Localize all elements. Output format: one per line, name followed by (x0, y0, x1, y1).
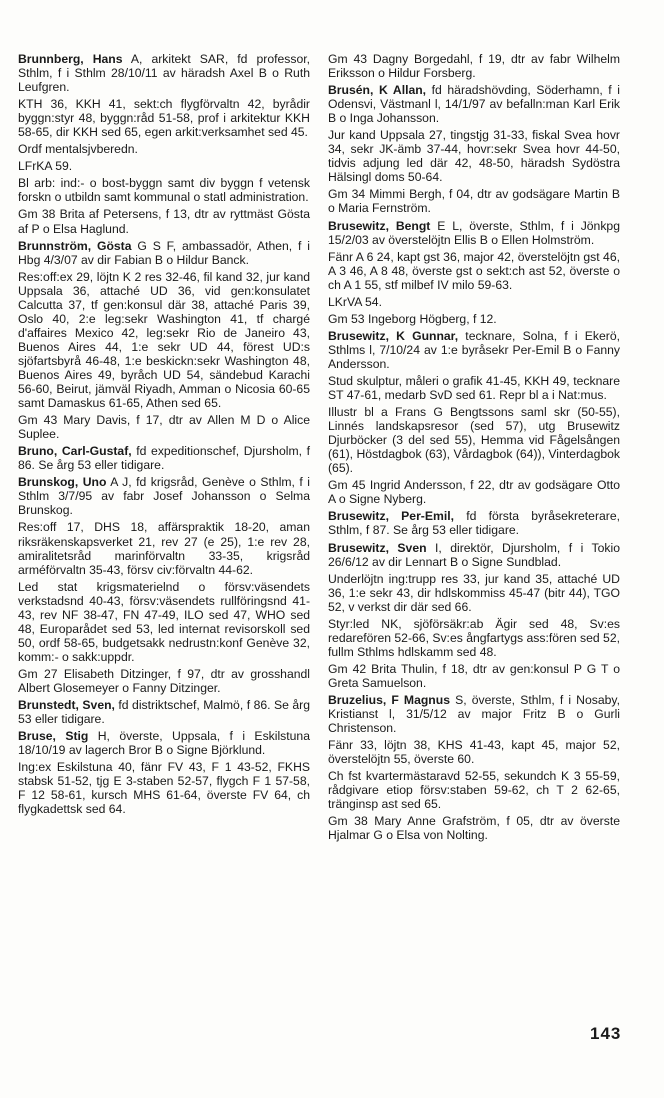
entry-text: Stud skulptur, måleri o grafik 41-45, KKH 49, tecknare ST 47-61, medarb SvD sed 61. Repr bl a i Nat:mus. (328, 373, 620, 403)
biography-paragraph (328, 187, 620, 215)
biography-entry (328, 541, 620, 569)
biography-paragraph (328, 572, 620, 614)
entry-text: tecknare, Solna, f i Ekerö, Sthlms l, 7/10/24 av 1:e byråsekr Per-Emil B o Fanny Andersson. (328, 328, 620, 371)
biography-paragraph (328, 478, 620, 506)
left-column (18, 52, 310, 819)
biography-entry (18, 729, 310, 757)
entry-name: Bruno, Carl-Gustaf, (18, 444, 132, 459)
biography-paragraph (18, 142, 310, 156)
biography-entry (328, 693, 620, 735)
entry-text: Res:off 17, DHS 18, affärspraktik 18-20, aman riksräkenskapsverket 21, rev 27 (e 25), 1:e rev 28, amiralitetsråd marinförvaltn 33-35, krigsråd arméförvaltn 35-43, försv civ:förvaltn 44-62. (18, 520, 310, 577)
entry-text: Gm 42 Brita Thulin, f 18, dtr av gen:konsul P G T o Greta Samuelson. (328, 661, 620, 690)
biography-paragraph (328, 250, 620, 292)
biography-entry (18, 698, 310, 726)
entry-text: H, överste, Uppsala, f i Eskilstuna 18/10/19 av lagerch Bror B o Signe Björklund. (18, 729, 310, 758)
biography-paragraph (18, 207, 310, 235)
biography-paragraph (328, 405, 620, 475)
entry-name: Brusewitz, Bengt (328, 218, 431, 233)
biography-paragraph (18, 580, 310, 664)
entry-text: Gm 34 Mimmi Bergh, f 04, dtr av godsägare Martin B o Maria Fernström. (328, 187, 620, 216)
entry-text: Fänr A 6 24, kapt gst 36, major 42, överstelöjtn gst 46, A 3 46, A 8 48, överste gst o sekt:ch ast 52, överste o ch A 1 55, stf milbef IV milo 59-63. (328, 249, 620, 292)
biography-entry (18, 475, 310, 517)
entry-name: Brusewitz, Sven (328, 540, 427, 555)
entry-text: Gm 45 Ingrid Andersson, f 22, dtr av godsägare Otto A o Signe Nyberg. (328, 478, 620, 507)
biography-entry (18, 52, 310, 94)
biography-entry (328, 83, 620, 125)
biography-entry (18, 444, 310, 472)
biography-paragraph (328, 295, 620, 309)
entry-text: Gm 38 Mary Anne Grafström, f 05, dtr av överste Hjalmar G o Elsa von Nolting. (328, 814, 620, 843)
biography-paragraph (18, 97, 310, 139)
biography-paragraph (328, 738, 620, 766)
entry-text: fd distriktschef, Malmö, f 86. Se årg 53 eller tidigare. (18, 698, 310, 727)
biography-paragraph (328, 814, 620, 842)
entry-text: Jur kand Uppsala 27, tingstjg 31-33, fiskal Svea hovr 34, sekr JK-ämb 37-44, hovr:sekr Svea hovr 44-50, tidvis adjung led där 42, 48-50, häradsh Sydöstra Hälsingl doms 50-64. (328, 128, 620, 185)
entry-text: fd expeditionschef, Djursholm, f 86. Se årg 53 eller tidigare. (18, 444, 310, 473)
entry-text: A, arkitekt SAR, fd professor, Sthlm, f i Sthlm 28/10/11 av häradsh Axel B o Ruth Leufgren. (18, 52, 310, 95)
entry-text: Ch fst kvartermästaravd 52-55, sekundch K 3 55-59, rådgivare etiop försv:staben 59-62, ch T 2 62-65, tränginsp ast sed 65. (328, 769, 620, 812)
biography-paragraph (328, 128, 620, 184)
entry-text: Styr:led NK, sjöförsäkr:ab Ägir sed 48, Sv:es redarefören 52-66, Sv:es ångfartygs ass:fören sed 52, fullm Sthlms hdlskamm sed 48. (328, 616, 620, 659)
entry-name: Brunskog, Uno (18, 475, 107, 490)
entry-text: E L, överste, Sthlm, f i Jönkpg 15/2/03 av överstelöjtn Ellis B o Ellen Holmström. (328, 218, 620, 247)
biography-entry (328, 329, 620, 371)
entry-name: Brunnström, Gösta (18, 238, 132, 253)
entry-text: I, direktör, Djursholm, f i Tokio 26/6/12 av dir Lennart B o Signe Sundblad. (328, 540, 620, 569)
entry-text: fd första byråsekreterare, Sthlm, f 87. Se årg 53 eller tidigare. (328, 509, 620, 538)
entry-name: Brunstedt, Sven, (18, 698, 115, 713)
biography-paragraph (328, 617, 620, 659)
entry-text: Bl arb: ind:- o bost-byggn samt div byggn f vetensk forskn o utbildn samt kommunal o statl administration. (18, 176, 310, 205)
entry-text: Fänr 33, löjtn 38, KHS 41-43, kapt 45, major 52, överstelöjtn 55, överste 60. (328, 738, 620, 767)
biography-paragraph (18, 176, 310, 204)
biography-entry (328, 509, 620, 537)
entry-text: fd häradshövding, Söderhamn, f i Odensvi, Västmanl l, 14/1/97 av befalln:man Karl Erik B o Inga Johansson. (328, 83, 620, 126)
biography-paragraph (18, 270, 310, 410)
entry-text: S, överste, Sthlm, f i Nosaby, Kristianst l, 31/5/12 av major Fritz B o Gurli Christenson. (328, 692, 620, 736)
biography-paragraph (18, 667, 310, 695)
entry-text: Illustr bl a Frans G Bengtssons saml skr (50-55), Linnés landskapsresor (sed 57), utg Brusewitz Djurböcker (3 del sed 55), Hemma vid Fågelsången (61), Höstdagbok (63), Vårdagbok (64)), Vinterdagbok (65). (328, 405, 620, 476)
entry-text: G S F, ambassadör, Athen, f i Hbg 4/3/07 av dir Fabian B o Hildur Banck. (18, 238, 310, 267)
entry-text: Underlöjtn ing:trupp res 33, jur kand 35, attaché UD 36, 1:e sekr 43, dir hdlskommiss 45-47 (bitr 44), TGO 52, v verkst dir där sed 66. (328, 571, 620, 614)
entry-name: Bruse, Stig (18, 729, 89, 744)
entry-text: LFrKA 59. (18, 159, 73, 174)
entry-text: Gm 27 Elisabeth Ditzinger, f 97, dtr av grosshandl Albert Glosemeyer o Fanny Ditzinger. (18, 666, 310, 695)
biography-entry (328, 219, 620, 247)
biography-paragraph (328, 374, 620, 402)
entry-text: LKrVA 54. (328, 294, 382, 309)
biography-paragraph (328, 52, 620, 80)
entry-text: Ordf mentalsjvberedn. (18, 142, 138, 157)
page-number: 143 (590, 1024, 622, 1043)
entry-name: Brunnberg, Hans (18, 52, 123, 66)
right-column (328, 52, 620, 845)
entry-text: KTH 36, KKH 41, sekt:ch flygförvaltn 42, byrådir byggn:styr 48, byggn:råd 51-58, prof i arkitektur KKH 58-65, dir KKH sed 65, egen arkit:verksamhet sed 45. (18, 97, 310, 140)
biography-paragraph (328, 312, 620, 326)
entry-name: Bruzelius, F Magnus (328, 692, 450, 707)
entry-text: Res:off:ex 29, löjtn K 2 res 32-46, fil kand 32, jur kand Uppsala 36, attaché UD 36, vid gen:konsulatet Calcutta 37, tf gen:konsul där 38, attaché Paris 39, Oslo 40, 2:e leg:sekr Washington 41, tf chargé d'affaires Mexico 42, leg:sekr Rio de Janeiro 43, Buenos Aires 44, 1:e sekr UD 44, förest UD:s sjöfartsbyrå 46-48, 1:e beskickn:sekr Washington 48, Buenos Aires 49, byråch UD 54, sändebud Karachi 56-60, Beirut, jämväl Riyadh, Amman o Nicosia 60-65 samt Damaskus 61-65, Athen sed 65. (18, 269, 310, 411)
entry-text: Gm 53 Ingeborg Högberg, f 12. (328, 311, 497, 326)
biography-paragraph (18, 159, 310, 173)
biography-paragraph (18, 760, 310, 816)
entry-text: Led stat krigsmaterielnd o försv:väsendets verkstadsnd 40-43, försv:väsendets rullföringsnd 41-43, rev NF 38-47, FN 47-49, ILO sed 47, WHO sed 48, Europarådet sed 53, led internat revisorskoll sed 50, ordf 58-65, budgetsakk nedrustn:konf Genève 32, komm:- o sakk:uppdr. (18, 579, 310, 664)
biography-paragraph (328, 662, 620, 690)
entry-name: Brusewitz, K Gunnar, (328, 328, 459, 343)
entry-text: Gm 43 Dagny Borgedahl, f 19, dtr av fabr Wilhelm Eriksson o Hildur Forsberg. (328, 52, 620, 81)
entry-text: Ing:ex Eskilstuna 40, fänr FV 43, F 1 43-52, FKHS stabsk 51-52, tjg E 3-staben 52-57, flygch F 1 57-58, F 12 58-61, kursch MHS 61-64, överste FV 64, ch flygkadettsk sed 64. (18, 760, 310, 817)
biography-paragraph (328, 769, 620, 811)
entry-name: Brusewitz, Per-Emil, (328, 509, 454, 524)
entry-text: Gm 38 Brita af Petersens, f 13, dtr av ryttmäst Gösta af P o Elsa Haglund. (18, 207, 310, 236)
biography-paragraph (18, 413, 310, 441)
entry-text: A J, fd krigsråd, Genève o Sthlm, f i Sthlm 3/7/95 av fabr Josef Johansson o Selma Brunskog. (18, 475, 310, 518)
biography-entry (18, 239, 310, 267)
entry-text: Gm 43 Mary Davis, f 17, dtr av Allen M D o Alice Suplee. (18, 413, 310, 442)
biography-paragraph (18, 520, 310, 576)
entry-name: Brusén, K Allan, (328, 83, 427, 98)
